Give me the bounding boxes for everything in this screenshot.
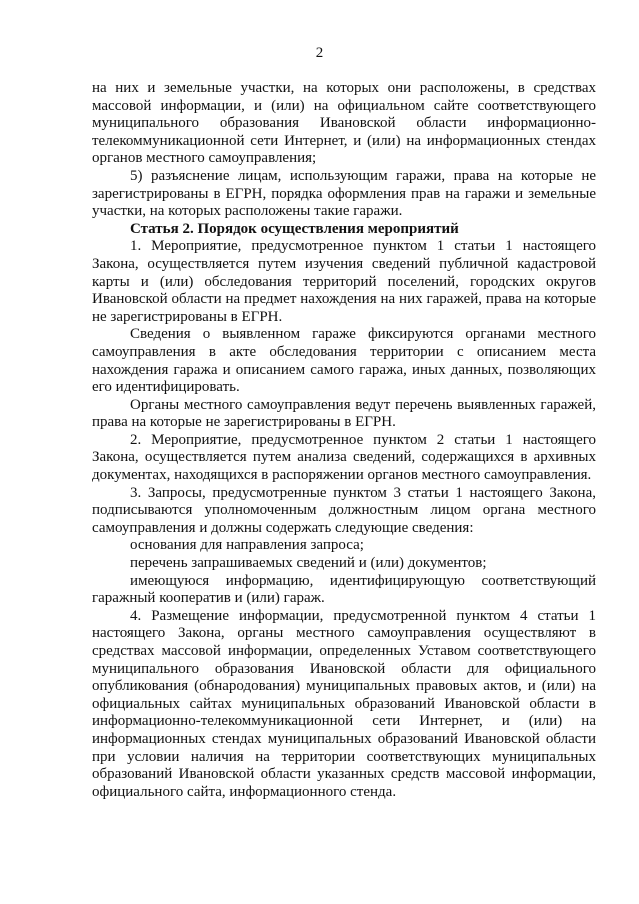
body-paragraph: Органы местного самоуправления ведут перечень выявленных гаражей, права на которые не зарегистрированы в ЕГРН. bbox=[92, 396, 596, 431]
body-paragraph: перечень запрашиваемых сведений и (или) документов; bbox=[130, 555, 487, 572]
body-paragraph: имеющуюся информацию, идентифицирующую соответствующий гаражный кооператив и (или) гараж. bbox=[92, 572, 596, 607]
article-heading: Статья 2. Порядок осуществления мероприятий bbox=[130, 220, 459, 237]
body-paragraph: основания для направления запроса; bbox=[130, 537, 364, 554]
body-paragraph: Сведения о выявленном гараже фиксируются органами местного самоуправления в акте обследования территории с описанием места нахождения гаража и описанием самого гаража, иных данных, позволяющих его идентифицировать. bbox=[92, 326, 596, 396]
page-content bbox=[92, 80, 596, 801]
page-number: 2 bbox=[315, 45, 324, 61]
intro-paragraph: на них и земельные участки, на которых они расположены, в средствах массовой информации, и (или) на официальном сайте соответствующего муниципального образования Ивановской области информационно-телекоммуникационной сети Интернет, и (или) на информационных стендах органов местного самоуправления; bbox=[92, 80, 596, 167]
body-paragraph: 4. Размещение информации, предусмотренной пунктом 4 статьи 1 настоящего Закона, органы местного самоуправления осуществляют в средствах массовой информации, определенных Уставом соответствующего муниципального образования Ивановской области для официального опубликования (обнародования) муниципальных правовых актов, и (или) на официальных сайтах муниципальных образований Ивановской области в информационно-телекоммуникационной сети Интернет, и (или) на информационных стендах муниципальных образований Ивановской области при условии наличия на территории соответствующих муниципальных образований Ивановской области указанных средств массовой информации, официального сайта, информационного стенда. bbox=[92, 607, 596, 800]
body-paragraph: 2. Мероприятие, предусмотренное пунктом 2 статьи 1 настоящего Закона, осуществляется путем анализа сведений, содержащихся в архивных документах, находящихся в распоряжении органов местного самоуправления. bbox=[92, 431, 596, 484]
body-paragraph: 1. Мероприятие, предусмотренное пунктом 1 статьи 1 настоящего Закона, осуществляется путем изучения сведений публичной кадастровой карты и (или) обследования территорий поселений, городских округов Ивановской области на предмет нахождения на них гаражей, права на которые не зарегистрированы в ЕГРН. bbox=[92, 238, 596, 325]
intro-paragraph: 5) разъяснение лицам, использующим гаражи, права на которые не зарегистрированы в ЕГРН, порядка оформления прав на гаражи и земельные участки, на которых расположены такие гаражи. bbox=[92, 167, 596, 220]
body-paragraph: 3. Запросы, предусмотренные пунктом 3 статьи 1 настоящего Закона, подписываются уполномоченным должностным лицом органа местного самоуправления и должны содержать следующие сведения: bbox=[92, 484, 596, 536]
